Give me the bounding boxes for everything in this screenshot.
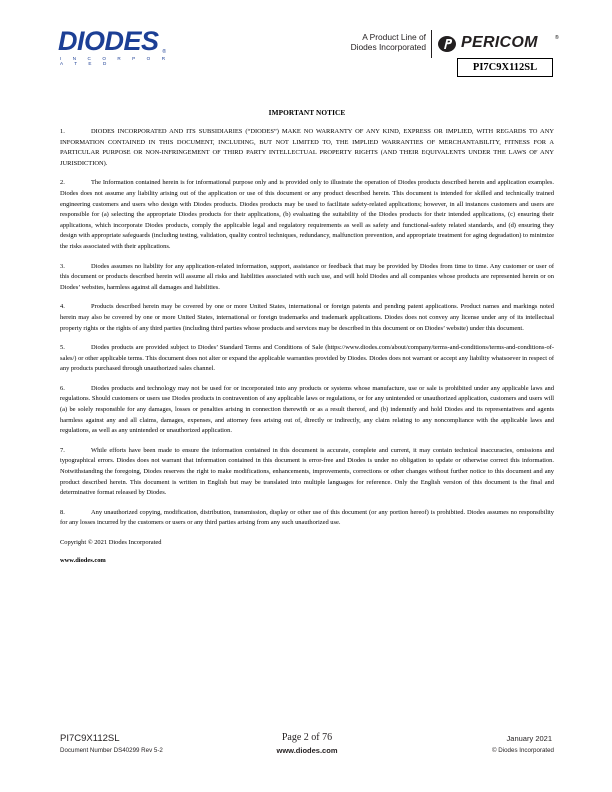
paragraph-text: Any unauthorized copying, modification, distribution, transmission, display or other use of this document (or any portion hereof) is prohibited. Diodes assumes no responsibility for any losses incurred by the customers or users or any third parties arising from any such unauthorized use. [60,508,554,527]
paragraph-number: 8. [60,508,65,516]
paragraph-number: 1. [60,128,65,135]
website-link[interactable]: www.diodes.com [60,557,106,564]
footer-page-number: Page 2 of 76 [281,732,333,743]
notice-content [60,108,554,566]
diodes-logo-reg: ® [162,49,166,55]
notice-paragraph-8 [60,508,554,529]
paragraph-number: 7. [60,446,65,454]
paragraph-number: 4. [60,303,65,311]
part-number-box: PI7C9X112SL [457,58,553,77]
notice-paragraph-4 [60,302,554,334]
footer-copyright: © Diodes Incorporated [492,747,554,754]
notice-title: IMPORTANT NOTICE [268,108,346,117]
header-divider [431,30,432,58]
product-line-text-2: Diodes Incorporated [350,41,426,52]
pericom-logo-reg: ® [555,35,559,41]
page-footer [60,733,554,763]
notice-paragraph-7 [60,446,554,499]
notice-paragraph-2 [60,178,554,252]
pericom-logo [437,33,567,55]
product-line-text-1: A Product Line of [362,32,426,42]
notice-paragraph-1 [60,127,554,169]
paragraph-text: Diodes assumes no liability for any application-related information, support, assistance or feedback that may be provided by Diodes from time to time. Any customer or user of this document or products described herein will assume all risks and liabilities associated with such use, and will hold Diodes and all companies whose products are represented herein or on Diodes’ websites, harmless against all damages and liabilities. [60,262,554,291]
notice-paragraph-3 [60,262,554,294]
pericom-logo-word: PERICOM [461,34,538,51]
diodes-logo-sub: I N C O R P O R A T E D [60,56,171,66]
diodes-logo-word: DIODES [58,26,159,56]
footer-date: January 2021 [506,734,552,743]
paragraph-text: The Information contained herein is for informational purpose only and is provided only to illustrate the operation of Diodes products described herein and application examples. Diodes does not assume any liability arising out of the application or use of this document or any product described herein. This document is intended for skilled and technically trained engineering customers and users who design with Diodes products. Diodes products may be used to facilitate safety-related applications; however, in all instances customers and users are responsible for (a) selecting the appropriate Diodes products for their applications, (b) evaluating the suitability of the Diodes products for their intended applications, (c) ensuring their applications, which incorporate Diodes products, comply the applicable legal and regulatory requirements as well as safety and functional-safety related standards, and (d) ensuring they design with appropriate safeguards (including testing, validation, quality control techniques, redundancy, malfunction prevention, and appropriate treatment for aging degradation) to minimize the risks associated with their applications. [60,179,554,250]
paragraph-text: Diodes products and technology may not be used for or incorporated into any products or systems whose manufacture, use or sale is prohibited under any applicable laws and regulations. Should customers or users use Diodes products in contravention of any applicable laws or regulations, or for any unintended or unauthorized application, customers and users will (a) be solely responsible for any damages, losses or penalties arising in connection therewith or as a result thereof, and (b) indemnify and hold Diodes and its representatives and agents harmless against any and all claims, damages, expenses, and attorney fees arising out of, directly or indirectly, any claim relating to any noncompliance with the applicable laws and regulations, as well as any unintended or unauthorized application. [60,384,554,435]
pericom-mark-icon [437,35,457,53]
paragraph-number: 3. [60,262,65,270]
paragraph-number: 2. [60,179,65,187]
paragraph-number: 5. [60,344,65,352]
paragraph-text: Diodes products are provided subject to Diodes’ Standard Terms and Conditions of Sale (https://www.diodes.com/about/company/terms-and-conditions/terms-and-conditions-of-sales/) or other applicable terms. This document does not alter or expand the applicable warranties provided by Diodes. Diodes does not warrant or accept any liability whatsoever in respect of any products purchased through unauthorized sales channel. [60,344,554,373]
paragraph-text: DIODES INCORPORATED AND ITS SUBSIDIARIES (“DIODES”) MAKE NO WARRANTY OF ANY KIND, EXPRESS OR IMPLIED, WITH REGARDS TO ANY INFORMATION CONTAINED IN THIS DOCUMENT, INCLUDING, BUT NOT LIMITED TO, THE IMPLIED WARRANTIES OF MERCHANTABILITY, FITNESS FOR A PARTICULAR PURPOSE OR NON-INFRINGEMENT OF THIRD PARTY INTELLECTUAL PROPERTY RIGHTS (AND THEIR EQUIVALENTS UNDER THE LAWS OF ANY JURISDICTION). [60,128,554,167]
paragraph-text: While efforts have been made to ensure the information contained in this document is accurate, complete and current, it may contain technical inaccuracies, omissions and typographical errors. Diodes does not warrant that information contained in this document is error-free and Diodes is under no obligation to update or otherwise correct this information. Notwithstanding the foregoing, Diodes reserves the right to make modifications, enhancements, improvements, corrections or other changes without further notice to this document and any product described herein. This document is written in English but may be translated into multiple languages for reference. Only the English version of this document is the final and determinative format released by Diodes. [60,446,554,497]
notice-paragraph-6 [60,384,554,437]
notice-paragraph-5 [60,343,554,375]
paragraph-number: 6. [60,384,65,392]
footer-document-number: Document Number DS40299 Rev 5-2 [60,747,163,754]
copyright-line: Copyright © 2021 Diodes Incorporated [60,539,162,546]
product-line-label [340,33,426,52]
paragraph-text: Products described herein may be covered by one or more United States, international or foreign patents and pending patent applications. Product names and markings noted herein may also be covered by one or more United States, international or foreign trademarks and trademark applications. Diodes does not convey any license under any of its intellectual property rights or the rights of any third parties (including third parties whose products and services may be described in this document or on Diodes’ website) under this document. [60,303,554,332]
footer-part-number: PI7C9X112SL [60,733,120,744]
diodes-logo [58,26,172,66]
footer-website-link[interactable]: www.diodes.com [276,746,338,755]
